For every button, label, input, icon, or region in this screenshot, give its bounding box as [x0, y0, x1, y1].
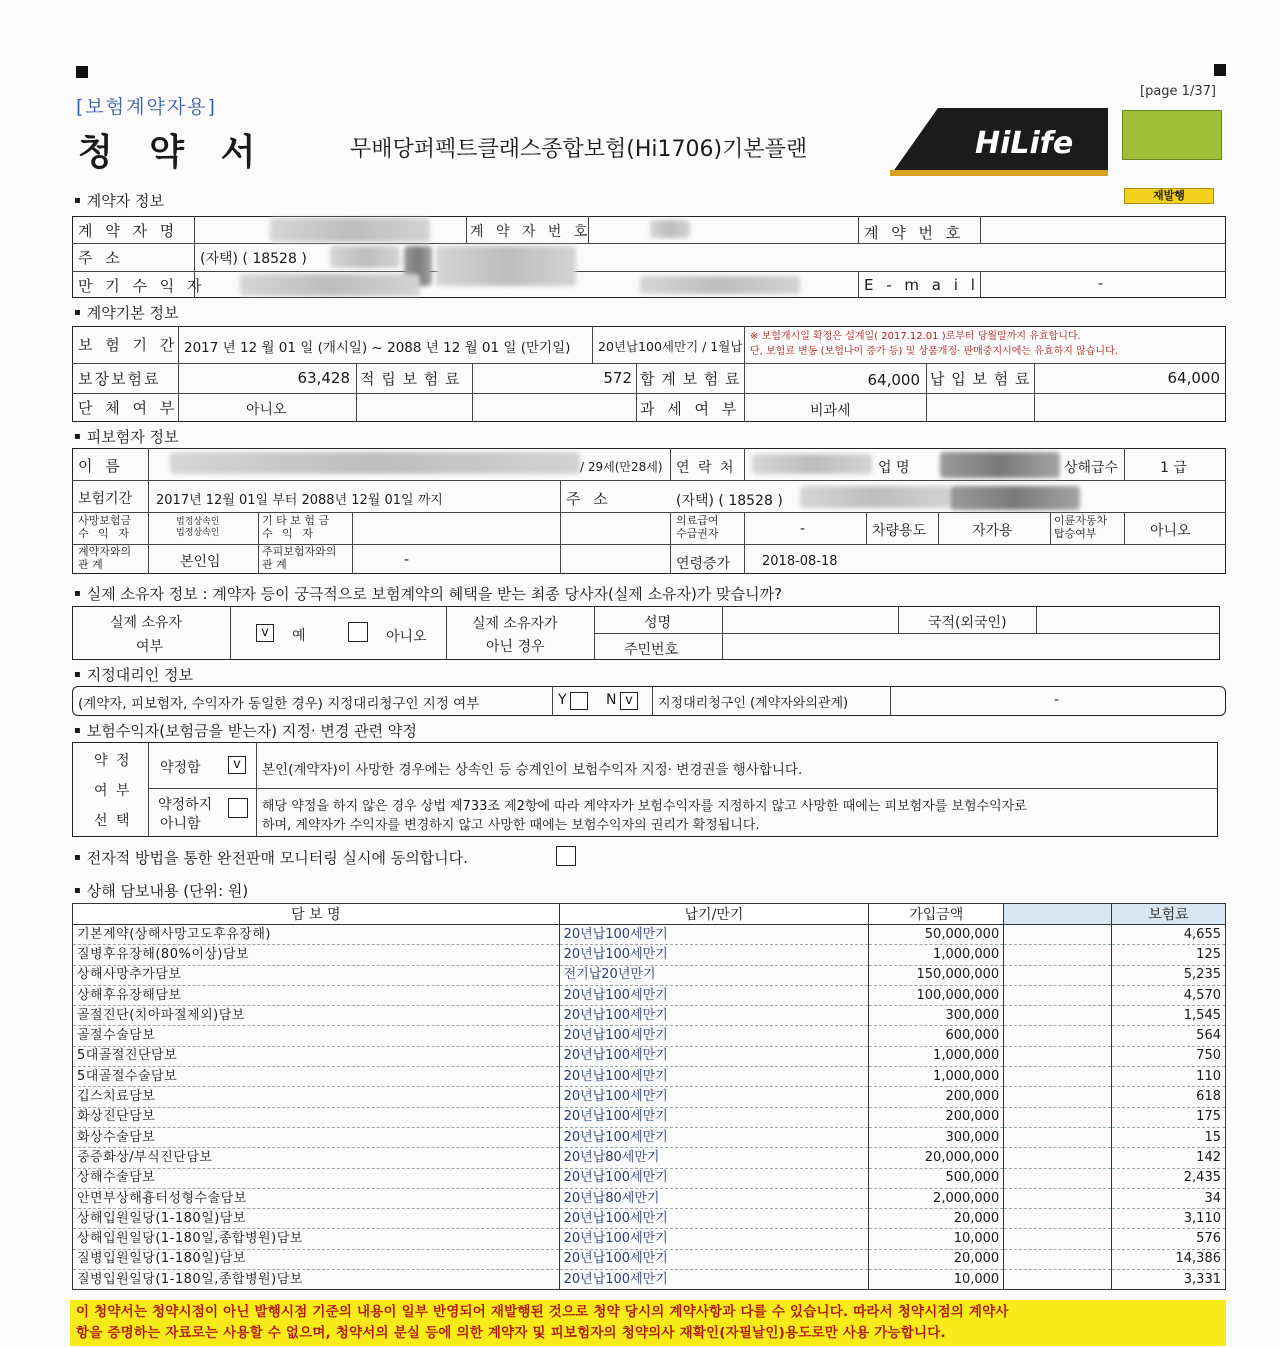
- coverage-term-cell: 20년납100세만기: [559, 1209, 869, 1229]
- coverage-amount-cell: 200,000: [869, 1087, 1004, 1107]
- paid-premium-value: 64,000: [1167, 369, 1220, 387]
- table-row: [73, 1107, 1226, 1127]
- payment-term-value: 20년납100세만기 / 1월납: [598, 339, 743, 354]
- insured-name-label: 이 름: [78, 457, 124, 475]
- redacted-contractor-number: [650, 220, 690, 238]
- coverage-name-cell: 화상진단담보: [73, 1107, 560, 1127]
- coverage-term-cell: 20년납100세만기: [559, 925, 869, 945]
- claimant-value: -: [1054, 692, 1060, 708]
- contractor-address-value: (자택) ( 18528 ): [200, 251, 307, 267]
- beneficiary-side-1: 약 정: [94, 753, 132, 769]
- coverage-header-name: 담 보 명: [73, 904, 560, 925]
- death-benef-label-1: 사망보험금: [78, 514, 132, 527]
- contractor-number-label: 계 약 자 번 호: [470, 224, 592, 240]
- reissue-notice-line-2: 항을 증명하는 자료로는 사용할 수 없으며, 청약서의 분실 등에 의한 계약자 및 피보험자의 청약의사 재확인(자필날인)용도로만 사용 가능합니다.: [76, 1325, 946, 1341]
- redacted-job: [940, 452, 1060, 478]
- disagree-option-checkbox[interactable]: [228, 798, 248, 818]
- contractor-address-label: 주 소: [78, 249, 124, 267]
- insured-address-label: 주 소: [566, 490, 612, 508]
- coverage-blank-cell: [1004, 1249, 1112, 1269]
- coverage-term-cell: 20년납100세만기: [559, 1067, 869, 1087]
- coverage-premium-cell: 142: [1112, 1148, 1226, 1168]
- owner-question-label-1: 실제 소유자: [110, 615, 183, 631]
- coverage-premium-cell: 4,570: [1112, 985, 1226, 1005]
- coverage-name-cell: 상해사망추가담보: [73, 965, 560, 985]
- owner-no-label: 아니오: [386, 629, 427, 645]
- disagree-option-text-2: 하며, 계약자가 수익자를 변경하지 않고 사망한 때에는 보험수익자의 권리가 확정됩니다.: [262, 818, 760, 833]
- coverage-name-cell: 상해수술담보: [73, 1168, 560, 1188]
- coverage-term-cell: 20년납100세만기: [559, 1046, 869, 1066]
- coverage-amount-cell: 150,000,000: [869, 965, 1004, 985]
- coverage-term-cell: 20년납100세만기: [559, 945, 869, 965]
- redacted-phone: [640, 276, 800, 294]
- coverage-term-cell: 20년납100세만기: [559, 1270, 869, 1290]
- coverage-name-cell: 질병입원일당(1-180일,종합병원)담보: [73, 1270, 560, 1290]
- coverage-amount-cell: 20,000: [869, 1249, 1004, 1269]
- insured-period-value: 2017년 12월 01일 부터 2088년 12월 01일 까지: [156, 493, 443, 508]
- agent-y-label: Y: [558, 692, 567, 708]
- page-number: [page 1/37]: [1140, 84, 1216, 99]
- monitoring-consent-checkbox[interactable]: [556, 846, 576, 866]
- coverage-blank-cell: [1004, 985, 1112, 1005]
- motorcycle-value: 아니오: [1150, 523, 1191, 539]
- section-agent: ▪ 지정대리인 정보: [74, 664, 193, 685]
- coverage-amount-cell: 1,000,000: [869, 1067, 1004, 1087]
- owner-id-label: 주민번호: [624, 642, 679, 658]
- redacted-maturity-beneficiary: [240, 274, 420, 296]
- medical-aid-value: -: [800, 521, 806, 537]
- coverage-name-cell: 상해입원일당(1-180일)담보: [73, 1209, 560, 1229]
- coverage-amount-cell: 300,000: [869, 1127, 1004, 1147]
- reissue-notice-line-1: 이 청약서는 청약시점이 아닌 발행시점 기준의 내용이 일부 반영되어 재발행된 것으로 청약 당시의 계약사항과 다를 수 있습니다. 따라서 청약시점의 계약사: [76, 1304, 1009, 1320]
- email-label: E - m a i l: [864, 276, 979, 294]
- beneficiary-side-2: 여 부: [94, 783, 132, 799]
- table-row: [73, 1229, 1226, 1249]
- age-increase-value: 2018-08-18: [762, 554, 838, 569]
- not-owner-label-2: 아닌 경우: [486, 639, 545, 655]
- death-benef-label-2: 수 익 자: [78, 527, 132, 540]
- redacted-address-c: [436, 246, 576, 286]
- coverage-name-cell: 질병입원일당(1-180일)담보: [73, 1249, 560, 1269]
- table-row: [73, 1026, 1226, 1046]
- insured-period-label: 보험기간: [78, 491, 133, 507]
- table-row: [73, 1046, 1226, 1066]
- coverage-blank-cell: [1004, 1006, 1112, 1026]
- monitoring-consent: ▪ 전자적 방법을 통한 완전판매 모니터링 실시에 동의합니다.: [74, 847, 468, 868]
- coverage-premium-cell: 576: [1112, 1229, 1226, 1249]
- coverage-table: [72, 903, 1226, 1290]
- coverage-premium-cell: 125: [1112, 945, 1226, 965]
- coverage-premium-cell: 2,435: [1112, 1168, 1226, 1188]
- coverage-term-cell: 20년납100세만기: [559, 1026, 869, 1046]
- coverage-blank-cell: [1004, 1209, 1112, 1229]
- coverage-amount-cell: 1,000,000: [869, 945, 1004, 965]
- coverage-premium-cell: 15: [1112, 1127, 1226, 1147]
- not-owner-label-1: 실제 소유자가: [472, 616, 558, 632]
- injury-grade-value: 1 급: [1160, 460, 1187, 476]
- redacted-insured-name: [170, 452, 580, 474]
- coverage-amount-cell: 200,000: [869, 1107, 1004, 1127]
- coverage-amount-cell: 500,000: [869, 1168, 1004, 1188]
- period-value: 2017 년 12 월 01 일 (개시일) ~ 2088 년 12 월 01 일 (만기일): [184, 340, 571, 356]
- agent-n-label: N: [606, 692, 617, 708]
- group-value: 아니오: [246, 402, 287, 418]
- beneficiary-side-3: 선 택: [94, 813, 132, 829]
- coverage-blank-cell: [1004, 1127, 1112, 1147]
- coverage-blank-cell: [1004, 1270, 1112, 1290]
- table-row: [73, 925, 1226, 945]
- coverage-term-cell: 20년납100세만기: [559, 1168, 869, 1188]
- section-coverage: ▪ 상해 담보내용 (단위: 원): [74, 880, 248, 901]
- coverage-premium-cell: 34: [1112, 1188, 1226, 1208]
- table-row: [73, 1249, 1226, 1269]
- guarantee-premium-value: 63,428: [297, 369, 350, 387]
- relation-label-2: 관 계: [78, 558, 103, 571]
- other-benef-label-2: 수 익 자: [262, 527, 316, 540]
- coverage-premium-cell: 4,655: [1112, 925, 1226, 945]
- saving-premium-value: 572: [603, 369, 632, 387]
- product-name: 무배당퍼펙트클래스종합보험(Hi1706)기본플랜: [350, 137, 808, 162]
- contractor-name-label: 계 약 자 명: [78, 222, 179, 240]
- contract-number-label: 계 약 번 호: [864, 224, 965, 242]
- table-row: [73, 965, 1226, 985]
- table-row: [73, 1006, 1226, 1026]
- coverage-term-cell: 20년납100세만기: [559, 1127, 869, 1147]
- main-insured-rel-value: -: [404, 552, 410, 568]
- owner-no-checkbox[interactable]: [348, 622, 368, 642]
- maturity-beneficiary-label: 만 기 수 익 자: [78, 277, 206, 295]
- coverage-name-cell: 깁스치료담보: [73, 1087, 560, 1107]
- relation-label-1: 계약자와의: [78, 545, 132, 558]
- coverage-name-cell: 화상수술담보: [73, 1127, 560, 1147]
- medical-aid-label-2: 수급권자: [676, 527, 719, 540]
- coverage-header-term: 납기/만기: [559, 904, 869, 925]
- coverage-blank-cell: [1004, 1026, 1112, 1046]
- redacted-contractor-name: [270, 218, 430, 242]
- death-benef-value-2: 법정상속인: [176, 528, 220, 538]
- redacted-insured-address-a: [800, 486, 950, 508]
- reissue-notice: [70, 1300, 1226, 1346]
- section-basic: ▪ 계약기본 정보: [74, 302, 179, 323]
- coverage-amount-cell: 300,000: [869, 1006, 1004, 1026]
- owner-name-label: 성명: [644, 615, 672, 631]
- reissue-badge: 재발행: [1124, 188, 1214, 204]
- coverage-term-cell: 전기납20년만기: [559, 965, 869, 985]
- medical-aid-label-1: 의료급여: [676, 514, 719, 527]
- insured-contact-label: 연 락 처: [676, 460, 736, 476]
- motorcycle-label-2: 탑승여부: [1054, 527, 1097, 540]
- vehicle-use-value: 자가용: [972, 523, 1013, 539]
- period-label: 보 험 기 간: [78, 336, 179, 354]
- coverage-blank-cell: [1004, 965, 1112, 985]
- coverage-term-cell: 20년납100세만기: [559, 1229, 869, 1249]
- coverage-blank-cell: [1004, 1067, 1112, 1087]
- coverage-premium-cell: 175: [1112, 1107, 1226, 1127]
- agent-no-checkbox[interactable]: v: [620, 692, 638, 710]
- start-date-note-1: ※ 보험개시일 확정은 설계일( 2017.12.01 )로부터 당월말까지 유효합니다.: [750, 331, 1081, 342]
- coverage-term-cell: 20년납100세만기: [559, 1107, 869, 1127]
- group-label: 단 체 여 부: [78, 399, 179, 417]
- coverage-name-cell: 중증화상/부식진단담보: [73, 1148, 560, 1168]
- coverage-rows: [73, 925, 1226, 1290]
- coverage-term-cell: 20년납80세만기: [559, 1148, 869, 1168]
- coverage-premium-cell: 750: [1112, 1046, 1226, 1066]
- hilife-logo: HiLife: [975, 126, 1074, 161]
- section-beneficiary: ▪ 보험수익자(보험금을 받는자) 지정· 변경 관련 약정: [74, 720, 417, 741]
- coverage-term-cell: 20년납100세만기: [559, 1249, 869, 1269]
- table-row: [73, 1148, 1226, 1168]
- coverage-premium-cell: 14,386: [1112, 1249, 1226, 1269]
- coverage-name-cell: 기본계약(상해사망고도후유장해): [73, 925, 560, 945]
- coverage-header-premium: 보험료: [1112, 904, 1226, 925]
- coverage-blank-cell: [1004, 1229, 1112, 1249]
- coverage-name-cell: 안면부상해흉터성형수술담보: [73, 1188, 560, 1208]
- total-premium-value: 64,000: [867, 371, 920, 389]
- start-date-note-2: 단, 보험료 변동 (보험나이 증가 등) 및 상품개정· 판매중지시에는 유효하지 않습니다.: [750, 346, 1118, 357]
- coverage-amount-cell: 2,000,000: [869, 1188, 1004, 1208]
- coverage-amount-cell: 600,000: [869, 1026, 1004, 1046]
- table-row: [73, 1067, 1226, 1087]
- table-row: [73, 1188, 1226, 1208]
- death-benef-value-1: 법정상속인: [176, 517, 220, 527]
- corner-marker-right: [1214, 64, 1226, 76]
- coverage-term-cell: 20년납100세만기: [559, 1006, 869, 1026]
- vehicle-use-label: 차량용도: [872, 523, 927, 539]
- disagree-option-label-2: 아니함: [160, 816, 201, 832]
- agent-yes-checkbox[interactable]: [570, 692, 588, 710]
- coverage-amount-cell: 100,000,000: [869, 985, 1004, 1005]
- coverage-term-cell: 20년납100세만기: [559, 985, 869, 1005]
- award-emblem: [1122, 110, 1222, 160]
- motorcycle-label-1: 이륜자동차: [1054, 514, 1108, 527]
- agree-option-label: 약정함: [160, 760, 201, 776]
- table-row: [73, 1168, 1226, 1188]
- table-row: [73, 1270, 1226, 1290]
- age-increase-label: 연령증가: [676, 556, 731, 572]
- coverage-premium-cell: 5,235: [1112, 965, 1226, 985]
- owner-yes-label: 예: [292, 628, 306, 644]
- main-insured-rel-label-2: 관 계: [262, 558, 287, 571]
- redacted-insured-address-b: [950, 486, 1080, 510]
- coverage-amount-cell: 50,000,000: [869, 925, 1004, 945]
- agent-question: (계약자, 피보험자, 수익자가 동일한 경우) 지정대리청구인 지정 여부: [78, 696, 480, 712]
- coverage-premium-cell: 3,110: [1112, 1209, 1226, 1229]
- coverage-amount-cell: 1,000,000: [869, 1046, 1004, 1066]
- main-insured-rel-label-1: 주피보험자와의: [262, 545, 337, 558]
- coverage-name-cell: 골절수술담보: [73, 1026, 560, 1046]
- coverage-blank-cell: [1004, 1168, 1112, 1188]
- owner-yes-checkbox[interactable]: v: [256, 624, 274, 642]
- coverage-amount-cell: 10,000: [869, 1229, 1004, 1249]
- section-insured: ▪ 피보험자 정보: [74, 426, 179, 447]
- brand-arc: [890, 170, 1108, 176]
- owner-question-label-2: 여부: [136, 639, 164, 655]
- coverage-name-cell: 5대골절진단담보: [73, 1046, 560, 1066]
- paid-premium-label: 납 입 보 험 료: [930, 370, 1031, 388]
- coverage-blank-cell: [1004, 1148, 1112, 1168]
- coverage-header-blank: [1004, 904, 1112, 925]
- table-row: [73, 945, 1226, 965]
- coverage-name-cell: 5대골절수술담보: [73, 1067, 560, 1087]
- coverage-name-cell: 상해후유장해담보: [73, 985, 560, 1005]
- coverage-blank-cell: [1004, 1087, 1112, 1107]
- coverage-blank-cell: [1004, 925, 1112, 945]
- injury-grade-label: 상해급수: [1064, 460, 1119, 476]
- redacted-address-a: [330, 246, 400, 268]
- coverage-premium-cell: 3,331: [1112, 1270, 1226, 1290]
- coverage-blank-cell: [1004, 945, 1112, 965]
- table-row: [73, 1087, 1226, 1107]
- document-copy-tag: [보험계약자용]: [76, 96, 217, 118]
- saving-premium-label: 적 립 보 험 료: [360, 370, 461, 388]
- owner-nationality-label: 국적(외국인): [928, 615, 1007, 631]
- corner-marker-left: [76, 66, 88, 78]
- coverage-amount-cell: 20,000,000: [869, 1148, 1004, 1168]
- insured-job-label: 업 명: [878, 460, 910, 476]
- table-row: [73, 1127, 1226, 1147]
- coverage-name-cell: 질병후유장해(80%이상)담보: [73, 945, 560, 965]
- coverage-premium-cell: 1,545: [1112, 1006, 1226, 1026]
- guarantee-premium-label: 보장보험료: [78, 370, 161, 388]
- relation-value: 본인임: [180, 554, 221, 570]
- insured-address-value: (자택) ( 18528 ): [676, 493, 783, 509]
- coverage-amount-cell: 10,000: [869, 1270, 1004, 1290]
- coverage-premium-cell: 564: [1112, 1026, 1226, 1046]
- agree-option-checkbox[interactable]: v: [228, 756, 246, 774]
- disagree-option-label-1: 약정하지: [158, 797, 213, 813]
- coverage-name-cell: 골절진단(치아파절제외)담보: [73, 1006, 560, 1026]
- disagree-option-text-1: 해당 약정을 하지 않은 경우 상법 제733조 제2항에 따라 계약자가 보험수익자를 지정하지 않고 사망한 때에는 피보험자를 보험수익자로: [262, 799, 1027, 814]
- coverage-header-amount: 가입금액: [869, 904, 1004, 925]
- table-row: [73, 1209, 1226, 1229]
- agree-option-text: 본인(계약자)이 사망한 경우에는 상속인 등 승계인이 보험수익자 지정· 변경권을 행사합니다.: [262, 762, 803, 778]
- other-benef-label-1: 기 타 보 험 금: [262, 514, 330, 527]
- page-title: 청 약 서: [78, 132, 268, 173]
- claimant-label: 지정대리청구인 (계약자와의관계): [658, 696, 849, 711]
- total-premium-label: 합 계 보 험 료: [640, 370, 741, 388]
- coverage-blank-cell: [1004, 1107, 1112, 1127]
- coverage-amount-cell: 20,000: [869, 1209, 1004, 1229]
- coverage-premium-cell: 618: [1112, 1087, 1226, 1107]
- coverage-term-cell: 20년납100세만기: [559, 1087, 869, 1107]
- coverage-premium-cell: 110: [1112, 1067, 1226, 1087]
- tax-label: 과 세 여 부: [640, 400, 741, 418]
- coverage-blank-cell: [1004, 1188, 1112, 1208]
- section-owner: ▪ 실제 소유자 정보 : 계약자 등이 궁극적으로 보험계약의 혜택을 받는 최종 당사자(실제 소유자)가 맞습니까?: [74, 583, 782, 604]
- email-value: -: [1098, 276, 1104, 292]
- redacted-contact: [752, 454, 872, 474]
- insured-age-value: / 29세(만28세): [580, 460, 663, 474]
- coverage-term-cell: 20년납80세만기: [559, 1188, 869, 1208]
- section-contractor: ▪ 계약자 정보: [74, 190, 164, 211]
- tax-value: 비과세: [810, 403, 851, 419]
- coverage-blank-cell: [1004, 1046, 1112, 1066]
- table-row: [73, 985, 1226, 1005]
- coverage-name-cell: 상해입원일당(1-180일,종합병원)담보: [73, 1229, 560, 1249]
